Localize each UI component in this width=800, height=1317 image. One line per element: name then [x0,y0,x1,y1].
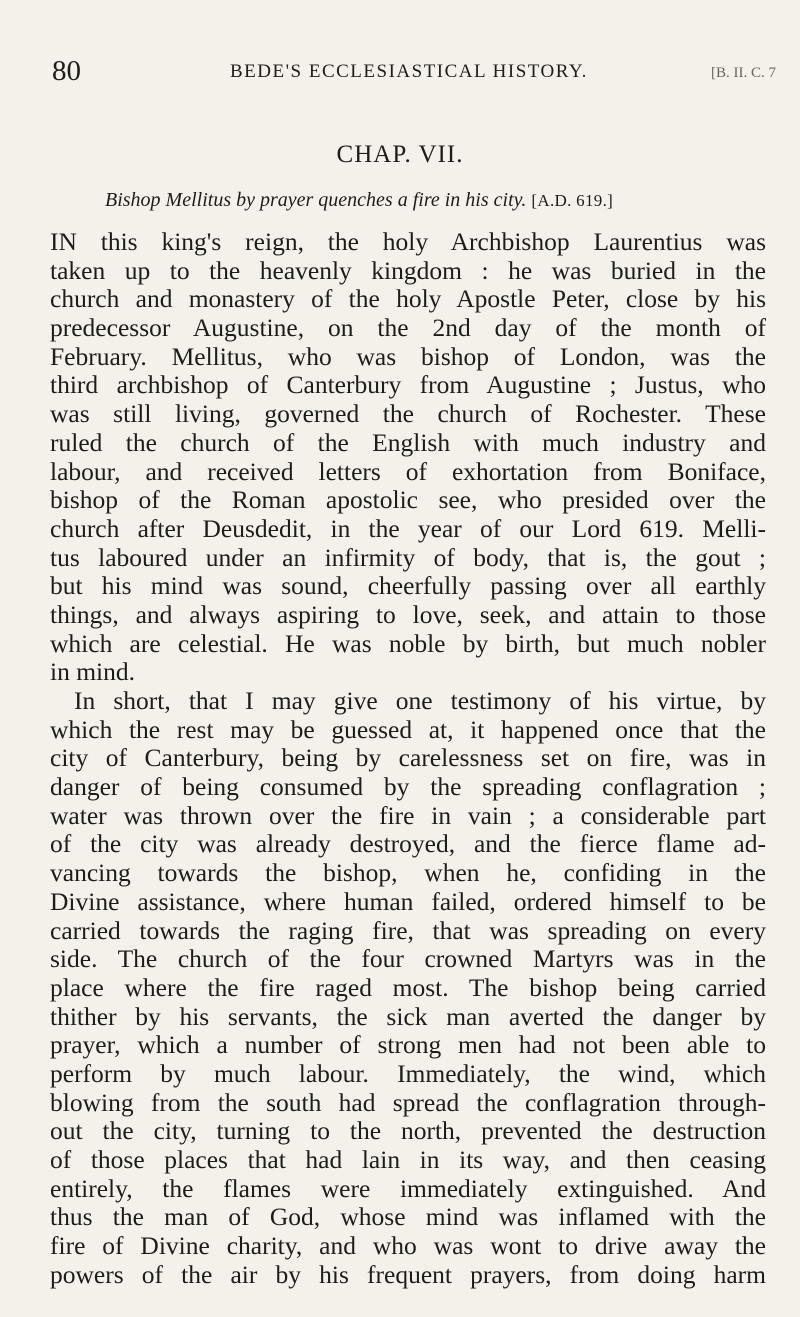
text-line: out the city, turning to the north, prevented the destruction [50,1117,766,1146]
text-line: church after Deusdedit, in the year of our Lord 619. Melli- [50,514,766,543]
text-line: labour, and received letters of exhortation from Boniface, [50,457,766,486]
running-title: BEDE'S ECCLESIASTICAL HISTORY. [230,61,588,82]
text-line: side. The church of the four crowned Martyrs was in the [50,945,766,974]
text-line: was still living, governed the church of Rochester. These [50,400,766,429]
text-line: carried towards the raging fire, that was spreading on every [50,916,766,945]
page-number: 80 [52,55,81,87]
text-line: powers of the air by his frequent prayers, from doing harm [50,1260,766,1289]
text-line: entirely, the flames were immediately extinguished. And [50,1174,766,1203]
chapter-title: CHAP. VII. [336,141,464,168]
text-line: taken up to the heavenly kingdom : he was buried in the [50,256,766,285]
text-line: IN this king's reign, the holy Archbishop Laurentius was [50,228,766,256]
chapter-summary-text: Bishop Mellitus by prayer quenches a fire in his city. [105,189,527,211]
section-reference: [B. II. C. 7 [711,65,776,81]
paragraph-2 [50,687,766,1289]
text-line: perform by much labour. Immediately, the wind, which [50,1059,766,1088]
text-line: of the city was already destroyed, and the fierce flame ad- [50,830,766,859]
text-line: church and monastery of the holy Apostle Peter, close by his [50,285,766,314]
chapter-date: [A.D. 619.] [531,191,614,210]
text-line: which the rest may be guessed at, it happened once that the [50,715,766,744]
body-text [50,228,766,1289]
text-line: prayer, which a number of strong men had not been able to [50,1031,766,1060]
text-line: city of Canterbury, being by carelessness set on fire, was in [50,744,766,773]
text-line: place where the fire raged most. The bishop being carried [50,973,766,1002]
text-line: which are celestial. He was noble by birth, but much nobler [50,629,766,658]
text-line: third archbishop of Canterbury from Augustine ; Justus, who [50,371,766,400]
text-line: things, and always aspiring to love, seek, and attain to those [50,600,766,629]
page-header [50,54,780,88]
text-line: thus the man of God, whose mind was inflamed with the [50,1203,766,1232]
text-line: in mind. [50,658,136,687]
text-line: tus laboured under an infirmity of body, that is, the gout ; [50,543,766,572]
text-line: water was thrown over the fire in vain ; a considerable part [50,801,766,830]
text-line: but his mind was sound, cheerfully passing over all earthly [50,572,766,601]
text-line: predecessor Augustine, on the 2nd day of the month of [50,314,766,343]
text-line: blowing from the south had spread the conflagration through- [50,1088,766,1117]
paragraph-1 [50,228,766,687]
text-line: of those places that had lain in its way, and then ceasing [50,1146,766,1174]
text-line: vancing towards the bishop, when he, confiding in the [50,859,766,888]
chapter-summary [105,187,613,214]
text-line: In short, that I may give one testimony of his virtue, by [74,687,766,715]
text-line: ruled the church of the English with much industry and [50,428,766,457]
text-line: bishop of the Roman apostolic see, who presided over the [50,486,766,515]
text-line: Divine assistance, where human failed, ordered himself to be [50,887,766,916]
text-line: thither by his servants, the sick man averted the danger by [50,1002,766,1031]
text-line: fire of Divine charity, and who was wont to drive away the [50,1232,766,1261]
text-line: danger of being consumed by the spreading conflagration ; [50,773,766,802]
text-line: February. Mellitus, who was bishop of London, was the [50,342,766,371]
